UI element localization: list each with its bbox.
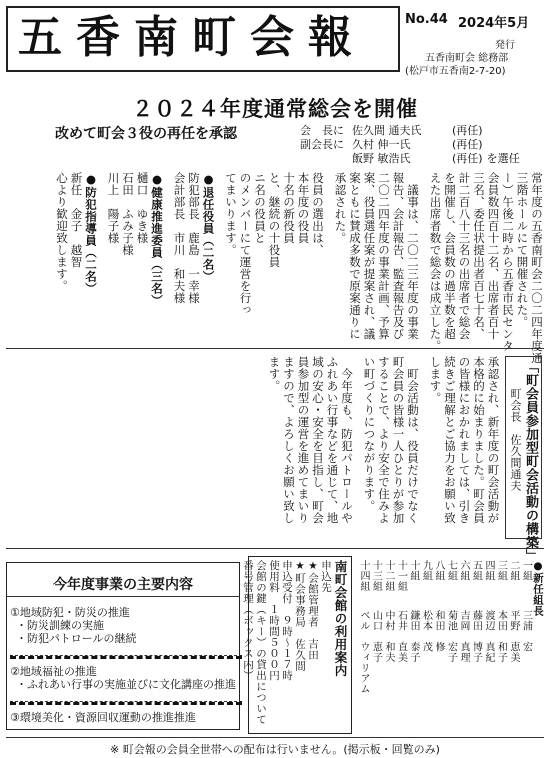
article-column: 二〇二四年度の事業計画、予算 [377, 172, 391, 340]
group-leader-name: 渡辺 真紀 [483, 610, 494, 663]
group-leader [482, 560, 495, 732]
group-number: 七組 [445, 560, 457, 581]
publisher: 五香南町会 総務部 [425, 53, 509, 64]
plan-title-rule [6, 596, 240, 597]
group-leader [432, 560, 445, 732]
group-leader-name: ベル ウィリアム [358, 610, 369, 694]
group-leaders-title: ●新任組長 [532, 560, 544, 617]
article-column: 報告、会計報告、監査報告及び [391, 172, 406, 340]
hall-info-line: 申込受付 ９時～１７時 [281, 560, 293, 681]
issue-date: 2024年5月 [458, 16, 530, 31]
hall-info-line: ★会館管理者 吉田 [307, 560, 319, 661]
hall-info-line: 申込先 [320, 560, 332, 593]
group-leader-name: 石井 直美 [395, 610, 407, 663]
participation-column: 員参加型の運営を進めてまいり [296, 356, 311, 524]
article-column: 案、役員選任案が提案され、議 [362, 172, 377, 340]
participation-column [354, 356, 362, 542]
group-leader [407, 560, 420, 732]
group-leader [457, 560, 470, 732]
officer-note: てまいります。 [224, 172, 238, 256]
hall-info-line: 番号管理（ボックス内） [242, 560, 254, 681]
participation-column: 承認され、新年度の町会活動が [486, 356, 501, 524]
headline-title: ２０２４年度通常総会を開催 [132, 97, 418, 121]
participation-column: ふれあい行事などを通じて、地 [325, 356, 340, 524]
hall-info-line: ★町会事務局 佐久間 [294, 560, 306, 672]
article-column: 案ともに賛成多数で原案通りに [348, 172, 362, 340]
article-column: 三階ホールにて開催された。 [515, 172, 530, 328]
plan-sub: ・防災訓練の実施 [16, 619, 104, 632]
participation-column: の皆様におかれましては、引き [457, 356, 472, 524]
article-column: 議事は、二〇二三年度の事業 [406, 172, 420, 340]
officer-role [300, 152, 352, 166]
plan-divider [10, 655, 242, 659]
group-leader-name: 平野 恵美 [508, 610, 519, 663]
officer-row [300, 138, 545, 152]
group-number: 四組 [483, 560, 494, 581]
retiring-officer: 会計部長 市川 和夫様 [172, 172, 187, 304]
group-number: 二組 [508, 560, 519, 581]
group-leader-name: 鎌田 泰子 [408, 610, 419, 663]
issue-number: No.44 [405, 12, 448, 27]
group-leader-name: 和田 修 [433, 610, 444, 652]
section-divider [6, 348, 544, 349]
footer-rule [6, 737, 544, 738]
article-column: えた出席者数で総会は成立した。 [428, 172, 443, 352]
general-meeting-article [6, 172, 544, 364]
participation-column: 町会活動は、役員だけでなく [406, 356, 420, 524]
footer-note: ※ 町会報の会員全世帯への配布は行いません。(掲示板・回覧のみ) [110, 743, 440, 756]
group-number: 三組 [495, 560, 507, 581]
participation-column: 町会員の皆様一人ひとりが参加 [391, 356, 406, 524]
participation-heading-box [505, 356, 543, 563]
article-column: ー）午後二時から五香市民センタ [501, 172, 515, 352]
participation-column: 続きご理解とご協力をお願い致 [443, 356, 457, 524]
officer-name: 飯野 敏浩氏 [352, 152, 411, 165]
group-number: 九組 [420, 560, 432, 581]
plan-divider [10, 701, 242, 705]
crime-prevention-line: 新任 金子 越智 [69, 172, 84, 268]
officer-note: 本年度の役員 [296, 172, 311, 244]
group-leader-name: 松本 茂 [420, 610, 432, 652]
group-number: 十二組 [383, 560, 394, 592]
officer-name: 佐久間 通夫氏 [352, 124, 422, 137]
group-number: 十一組 [395, 560, 407, 592]
group-leaders [356, 560, 544, 732]
group-number: 一組 [520, 560, 532, 581]
hall-info-line: 会館の鍵（キー）の貸出について [255, 560, 267, 725]
hall-info-line: 使用料 １時間５００円 [268, 560, 280, 681]
officer-note: のメンバーにて運営を行っ [238, 172, 253, 316]
participation-column: します。 [428, 356, 443, 404]
publisher-address: (松戸市五香南2-7-20) [405, 66, 506, 77]
plan-list [10, 606, 238, 724]
participation-column: ますので、よろしくお願い致し [282, 356, 296, 524]
article-column: 会員数四百十二名、出席者百十 [486, 172, 501, 340]
group-leader [494, 560, 507, 732]
officer-row [300, 124, 545, 138]
group-leader-name: 藤田 博子 [470, 610, 482, 663]
health-committee-member: 石田 ふみ子様 [121, 172, 135, 256]
article-column: を開催し、会員数の過半数を超 [443, 172, 457, 340]
article-column: 承認された。 [333, 172, 348, 244]
plan-sub: ・ふれあい行事の実施並びに文化講座の推進 [16, 678, 236, 691]
group-leader [394, 560, 407, 732]
hall-info-title: 南町会館の利用案内 [333, 560, 348, 677]
group-leader [369, 560, 382, 732]
participation-column: 域の安心・安全を目指し、町会 [311, 356, 325, 524]
group-leader-name: 三浦 宏 [520, 610, 532, 652]
participation-column: い町づくりにつながります。 [362, 356, 377, 512]
participation-article [6, 356, 544, 563]
article-column: 常年度の五香南町会二〇二四年度通 [530, 172, 544, 364]
officer-row [300, 152, 545, 166]
officer-status: (再任) [452, 152, 483, 165]
group-leader-name: 本田 和子 [495, 610, 507, 663]
participation-column: ます。 [267, 356, 282, 392]
officer-name: 久村 伸一氏 [352, 138, 411, 151]
article-column: 計二百八十三名の出席者で総会 [457, 172, 472, 340]
officer-note: 十名の新役員 [282, 172, 296, 244]
group-leader-name: 吉岡 真理 [458, 610, 469, 663]
article-column [420, 172, 428, 344]
group-leader-name: 中村 和夫 [383, 610, 394, 663]
group-number: 六組 [458, 560, 469, 581]
group-number: 八組 [433, 560, 444, 581]
hall-info [242, 560, 348, 730]
officer-status: (再任) [452, 124, 483, 137]
group-number: 十四組 [358, 560, 369, 592]
section-divider [6, 548, 544, 549]
group-leader [519, 560, 532, 732]
group-number: 十三組 [370, 560, 382, 592]
group-leader [469, 560, 482, 732]
health-committee-member: 樋口 ゆき様 [135, 172, 150, 244]
participation-column [420, 356, 428, 542]
participation-author: 町会長 佐久間通夫 [509, 388, 522, 492]
participation-column: 本格的に始まりました。町会員 [472, 356, 486, 524]
retiring-officer: 防犯部長 鹿島 一幸様 [187, 172, 201, 304]
officer-note: ニ名の役員と [253, 172, 267, 244]
officer-note: 役員の選出は、 [311, 172, 325, 256]
group-number: 十組 [408, 560, 419, 581]
article-column: 三名、委任状提出者百七十名、 [472, 172, 486, 340]
publisher-label: 発行 [495, 40, 515, 51]
crime-prevention-title: ●防犯指導員（二名） [84, 172, 98, 295]
group-leader-name: 菊池 宏子 [445, 610, 457, 663]
group-leader [382, 560, 395, 732]
health-committee-title: ●健康推進委員（三名） [150, 172, 164, 307]
plan-item-2: ②地域福祉の推進 [10, 665, 97, 678]
group-leader [507, 560, 520, 732]
group-leader [357, 560, 370, 732]
officer-note: と、継続の十役員 [267, 172, 282, 268]
plan-item-1: ①地域防犯・防災の推進 [10, 606, 130, 619]
officer-role: 副会長に [300, 138, 344, 151]
group-leader-name: 山口 恵子 [370, 610, 382, 663]
plan-item-3: ③環境美化・資源回収運動の推進推進 [10, 711, 196, 724]
newsletter-title: 五香南町会報 [18, 12, 366, 63]
officer-status: (再任) [452, 138, 483, 151]
health-committee-member: 川上 陽子様 [106, 172, 121, 244]
officer-role: 会 長に [300, 124, 344, 137]
headline-subtitle: 改めて町会３役の再任を承認 [55, 126, 237, 142]
retiring-officers-title: ●退任役員（二名） [201, 172, 216, 283]
officer-list [300, 124, 545, 166]
annual-plan-title: 今年度事業の主要内容 [53, 577, 193, 593]
group-leader [419, 560, 432, 732]
participation-column: することで、より安全で住みよ [377, 356, 391, 524]
participation-heading: 「町会員参加型町会活動の構築」 [523, 360, 538, 563]
plan-sub: ・防犯パトロールの継続 [16, 632, 137, 645]
crime-prevention-line: 心より歓迎致します。 [55, 172, 69, 292]
officers-suffix: を選任 [486, 152, 520, 165]
participation-column: 今年度も、防犯パトロールや [340, 356, 354, 524]
group-leader [444, 560, 457, 732]
group-number: 五組 [470, 560, 482, 581]
